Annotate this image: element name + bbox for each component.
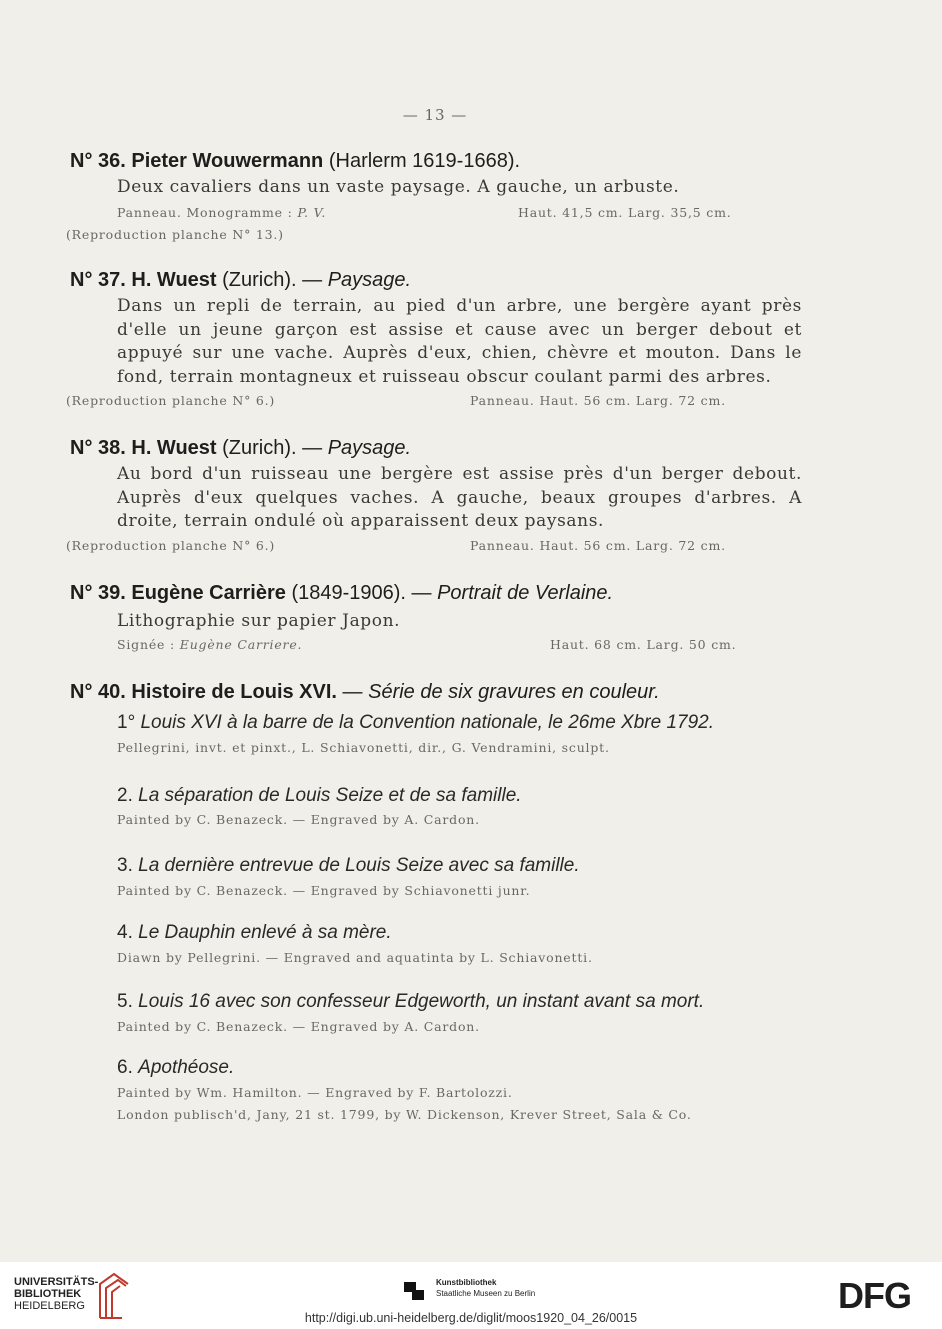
- entry-39-title: Portrait de Verlaine.: [437, 582, 614, 604]
- entry-39-description: Lithographie sur papier Japon.: [117, 611, 401, 631]
- print-6-credit: Painted by Wm. Hamilton. — Engraved by F. Bartolozzi.: [117, 1085, 513, 1100]
- print-4-credit: Diawn by Pellegrini. — Engraved and aquatinta by L. Schiavonetti.: [117, 950, 593, 965]
- print-1-title: 1° Louis XVI à la barre de la Convention nationale, le 26me Xbre 1792.: [117, 712, 714, 733]
- entry-39-heading: [70, 582, 613, 605]
- entry-37-heading: [70, 269, 411, 292]
- entry-37-description: Dans un repli de terrain, au pied d'un arbre, une bergère ayant près d'elle un jeune garçon est assise et cause avec un berger debout et appuyé sur une vache. Auprès d'eux, chien, chèvre et mouton. Dans le fond, terrain montagneux et ruisseau obscur coulant parmi des arbres.: [117, 296, 802, 387]
- print-4-title: 4. Le Dauphin enlevé à sa mère.: [117, 922, 392, 943]
- entry-38-details: (Zurich). —: [222, 437, 328, 459]
- entry-36-number: N° 36.: [70, 150, 126, 172]
- entry-38-heading: [70, 437, 411, 460]
- entry-37-dimensions: Panneau. Haut. 56 cm. Larg. 72 cm.: [470, 393, 726, 408]
- entry-40-subtitle: Série de six gravures en couleur.: [368, 681, 660, 703]
- entry-40-number: N° 40.: [70, 681, 126, 703]
- entry-40-heading: [70, 681, 660, 704]
- entry-39-artist: Eugène Carrière: [131, 582, 286, 604]
- source-url-link[interactable]: http://digi.ub.uni-heidelberg.de/diglit/moos1920_04_26/0015: [304, 1311, 638, 1325]
- print-1-credit: Pellegrini, invt. et pinxt., L. Schiavonetti, dir., G. Vendramini, sculpt.: [117, 740, 610, 755]
- entry-40-dash: —: [342, 681, 369, 703]
- entry-36-dimensions: Haut. 41,5 cm. Larg. 35,5 cm.: [518, 205, 732, 220]
- print-3-credit: Painted by C. Benazeck. — Engraved by Schiavonetti junr.: [117, 883, 531, 898]
- entry-39-details: (1849-1906). —: [291, 582, 438, 604]
- print-2-title: 2. La séparation de Louis Seize et de sa famille.: [117, 785, 522, 806]
- entry-37-title: Paysage.: [327, 269, 412, 291]
- entry-38-title: Paysage.: [327, 437, 412, 459]
- entry-38-artist: H. Wuest: [131, 437, 217, 459]
- entry-39-signature: Signée : Eugène Carriere.: [117, 637, 303, 652]
- entry-40-title: Histoire de Louis XVI.: [131, 681, 337, 703]
- entry-36-details: (Harlerm 1619-1668).: [328, 150, 521, 172]
- kunstbibliothek-label[interactable]: Kunstbibliothek Staatliche Museen zu Berlin: [436, 1278, 536, 1298]
- print-6-title: 6. Apothéose.: [117, 1057, 235, 1078]
- entry-38-reproduction: (Reproduction planche N° 6.): [66, 538, 276, 553]
- entry-38-description: Au bord d'un ruisseau une bergère est assise près d'un berger debout. Auprès d'eux quelques vaches. A gauche, beaux groupes d'arbres. A droite, terrain ondulé où apparaissent deux paysans.: [117, 464, 802, 531]
- entry-39-dimensions: Haut. 68 cm. Larg. 50 cm.: [550, 637, 737, 652]
- print-3-title: 3. La dernière entrevue de Louis Seize avec sa famille.: [117, 855, 580, 876]
- entry-36-artist: Pieter Wouwermann: [131, 150, 324, 172]
- kunstbibliothek-logo-icon[interactable]: [400, 1276, 428, 1304]
- entry-36-description: Deux cavaliers dans un vaste paysage. A gauche, un arbuste.: [117, 177, 680, 197]
- entry-37-details: (Zurich). —: [222, 269, 328, 291]
- entry-36-heading: [70, 150, 520, 173]
- entry-38-dimensions: Panneau. Haut. 56 cm. Larg. 72 cm.: [470, 538, 726, 553]
- print-5-credit: Painted by C. Benazeck. — Engraved by A. Cardon.: [117, 1019, 480, 1034]
- entry-36-panel: Panneau. Monogramme : P. V.: [117, 205, 327, 220]
- print-5-title: 5. Louis 16 avec son confesseur Edgeworth, un instant avant sa mort.: [117, 991, 705, 1012]
- page-number: — 13 —: [402, 106, 468, 124]
- entry-37-reproduction: (Reproduction planche N° 6.): [66, 393, 276, 408]
- entry-37-number: N° 37.: [70, 269, 126, 291]
- entry-36-reproduction: (Reproduction planche N° 13.): [66, 227, 284, 242]
- print-2-credit: Painted by C. Benazeck. — Engraved by A. Cardon.: [117, 812, 480, 827]
- entry-38-number: N° 38.: [70, 437, 126, 459]
- print-6-publisher: London publisch'd, Jany, 21 st. 1799, by W. Dickenson, Krever Street, Sala & Co.: [117, 1107, 692, 1122]
- entry-37-artist: H. Wuest: [131, 269, 217, 291]
- ub-heidelberg-label[interactable]: UNIVERSITÄTS- BIBLIOTHEK HEIDELBERG: [14, 1276, 99, 1312]
- entry-39-number: N° 39.: [70, 582, 126, 604]
- dfg-logo[interactable]: DFG: [838, 1275, 911, 1316]
